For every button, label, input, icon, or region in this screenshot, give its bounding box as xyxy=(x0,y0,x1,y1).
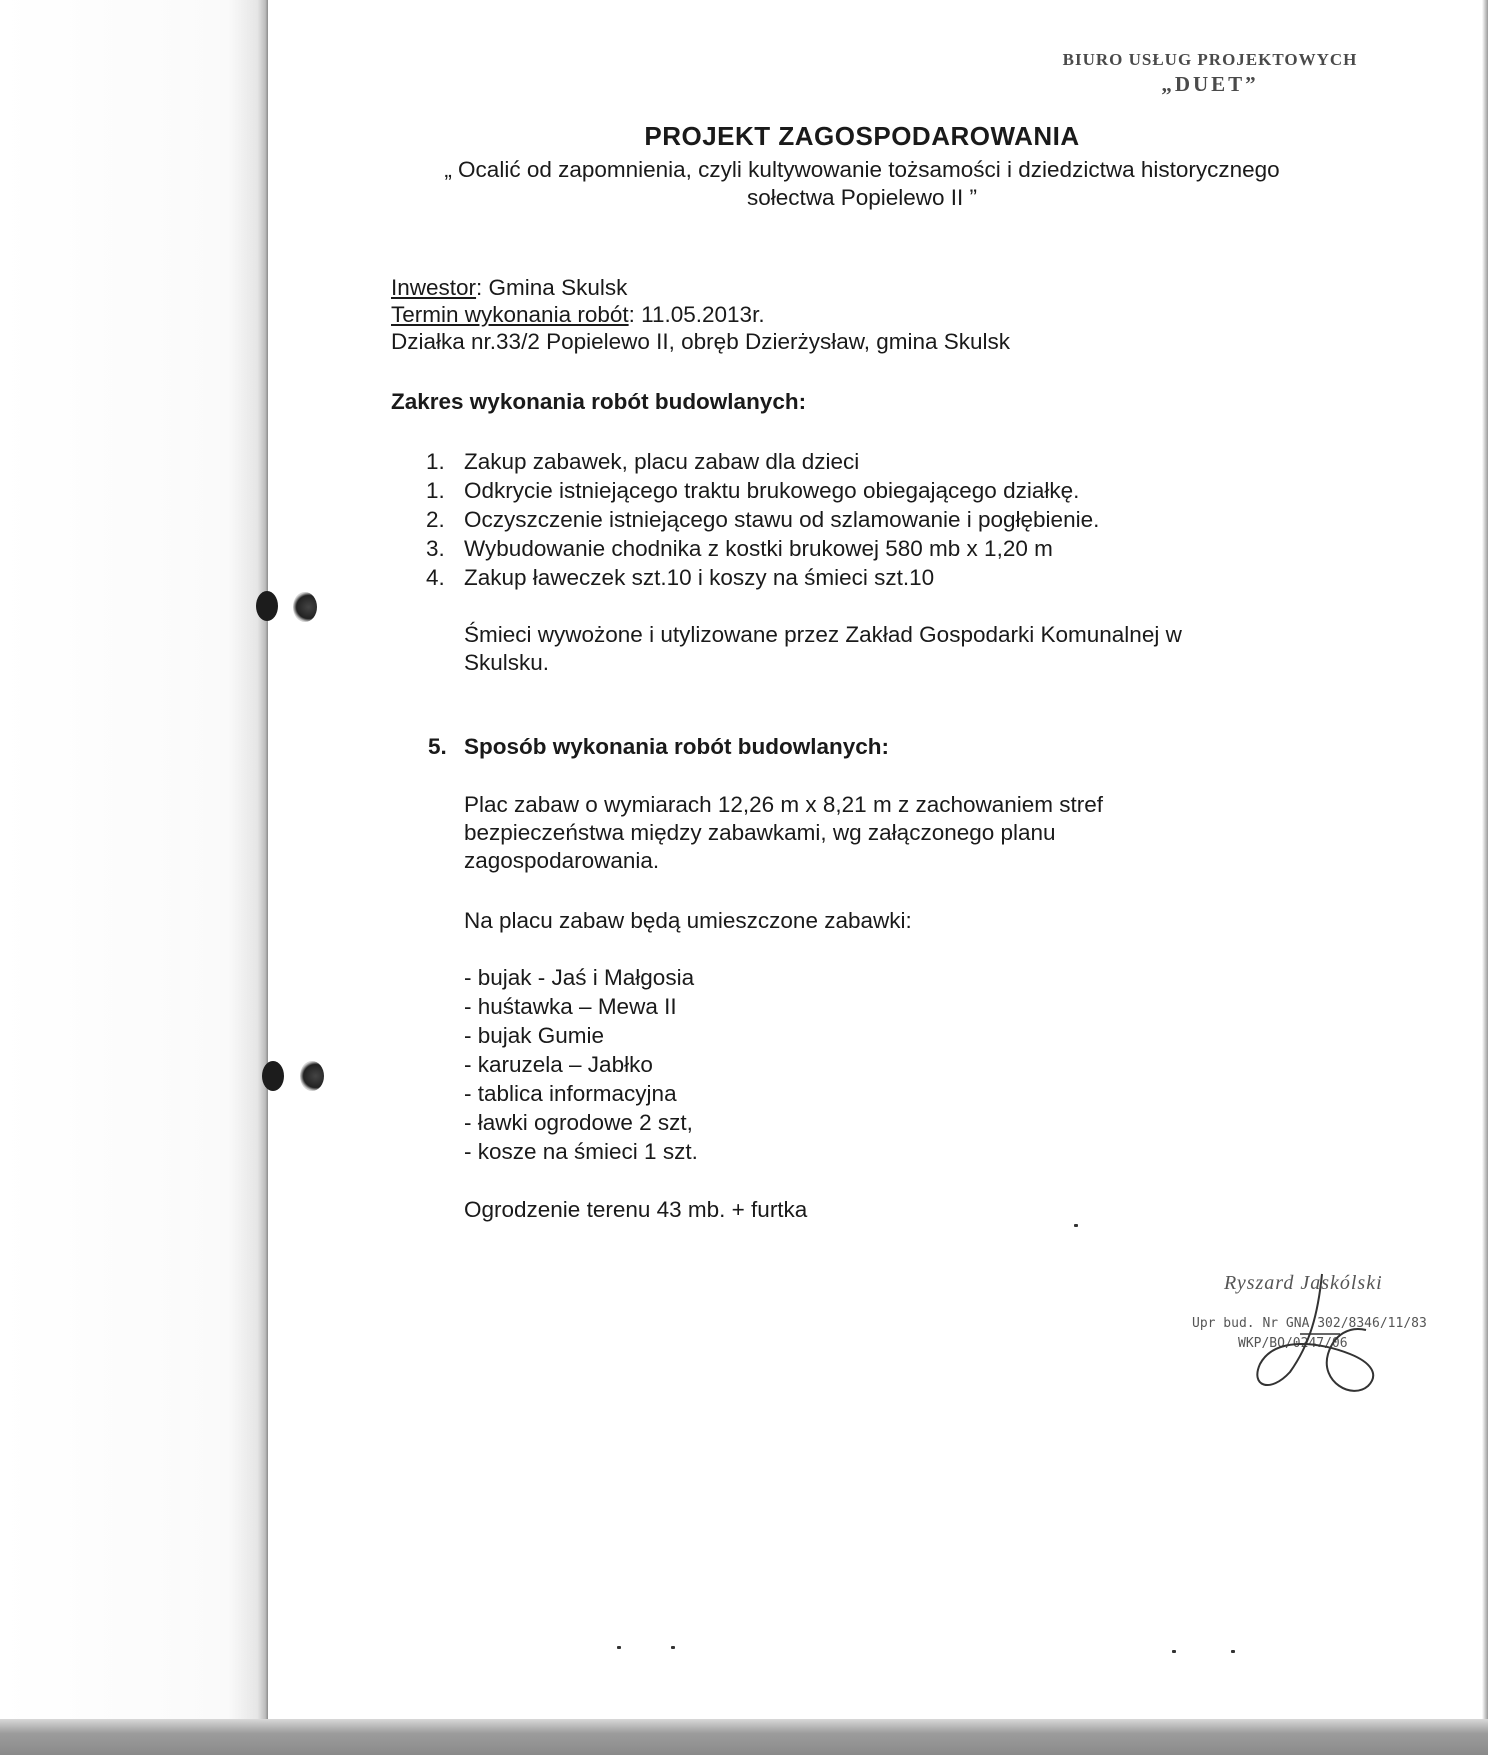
subtitle-line-2: sołectwa Popielewo II ” xyxy=(746,185,978,210)
stamp-line-2: „DUET” xyxy=(1161,72,1259,96)
stamp-line-1: BIURO USŁUG PROJEKTOWYCH xyxy=(1062,50,1358,69)
method-heading xyxy=(428,734,889,760)
list-item: - ławki ogrodowe 2 szt, xyxy=(464,1110,693,1135)
signature-name: Ryszard Jaskólski xyxy=(1224,1272,1383,1294)
fence-note: Ogrodzenie terenu 43 mb. + furtka xyxy=(464,1197,808,1222)
waste-note-line-1: Śmieci wywożone i utylizowane przez Zakład Gospodarki Komunalnej w xyxy=(464,622,1182,647)
method-number: 5. xyxy=(428,734,447,759)
list-item xyxy=(426,447,1099,476)
scan-speck xyxy=(1074,1224,1078,1227)
list-item xyxy=(426,476,1099,505)
list-item-text: Odkrycie istniejącego traktu brukowego obiegającego działkę. xyxy=(464,478,1080,503)
scan-speck xyxy=(617,1646,621,1649)
list-item-number: 1. xyxy=(426,478,445,503)
list-item: - karuzela – Jabłko xyxy=(464,1052,653,1077)
investor-label: Inwestor xyxy=(391,275,477,300)
waste-note-line-2: Skulsku. xyxy=(464,650,550,675)
list-item: - tablica informacyjna xyxy=(464,1081,677,1106)
punch-hole-bottom-left xyxy=(262,1061,284,1091)
playground-line-1: Plac zabaw o wymiarach 12,26 m x 8,21 m z zachowaniem stref xyxy=(464,792,1104,817)
punch-hole-top-right xyxy=(293,592,317,622)
document-meta xyxy=(391,274,1010,355)
playground-description xyxy=(464,791,1284,875)
list-item: - bujak Gumie xyxy=(464,1023,605,1048)
list-item-text: Zakup ławeczek szt.10 i koszy na śmieci szt.10 xyxy=(464,565,935,590)
investor-line xyxy=(391,274,1010,301)
playground-line-2: bezpieczeństwa między zabawkami, wg załączonego planu xyxy=(464,820,1056,845)
list-item-number: 2. xyxy=(426,507,445,532)
handwritten-signature xyxy=(1230,1254,1400,1394)
list-item-text: Wybudowanie chodnika z kostki brukowej 580 mb x 1,20 m xyxy=(464,536,1053,561)
list-item: - kosze na śmieci 1 szt. xyxy=(464,1139,698,1164)
list-item-number: 4. xyxy=(426,565,445,590)
plot-line: Działka nr.33/2 Popielewo II, obręb Dzierżysław, gmina Skulsk xyxy=(391,329,1011,354)
deadline-label: Termin wykonania robót xyxy=(391,302,629,327)
punch-hole-top-left xyxy=(256,591,278,621)
playground-line-3: zagospodarowania. xyxy=(464,848,660,873)
scope-list xyxy=(426,447,1099,592)
signature-permit: Upr bud. Nr GNA 302/8346/11/83 xyxy=(1192,1316,1427,1331)
toys-list xyxy=(464,963,698,1166)
list-item: - huśtawka – Mewa II xyxy=(464,994,677,1019)
scope-heading: Zakres wykonania robót budowlanych: xyxy=(391,389,807,414)
list-item: - bujak - Jaś i Małgosia xyxy=(464,965,695,990)
scan-speck xyxy=(671,1646,675,1649)
investor-value: : Gmina Skulsk xyxy=(476,275,628,300)
toys-intro: Na placu zabaw będą umieszczone zabawki: xyxy=(464,908,912,933)
method-heading-text: Sposób wykonania robót budowlanych: xyxy=(464,734,890,759)
deadline-line xyxy=(391,301,1010,328)
signature-stamp xyxy=(1190,1260,1450,1390)
page-edge xyxy=(1482,0,1488,1755)
punch-hole-bottom-right xyxy=(300,1061,324,1091)
list-item-number: 3. xyxy=(426,536,445,561)
list-item-number: 1. xyxy=(426,449,445,474)
document-title: PROJEKT ZAGOSPODAROWANIA xyxy=(644,121,1080,151)
binding-shadow xyxy=(0,0,268,1755)
waste-note xyxy=(464,621,1284,677)
scan-speck xyxy=(1231,1650,1235,1653)
scan-speck xyxy=(1172,1650,1176,1653)
signature-registry: WKP/BO/0247/06 xyxy=(1238,1336,1348,1351)
list-item xyxy=(426,563,1099,592)
company-stamp xyxy=(1010,50,1410,97)
subtitle-line-1: „ Ocalić od zapomnienia, czyli kultywowanie tożsamości i dziedzictwa historycznego xyxy=(444,157,1280,182)
list-item xyxy=(426,505,1099,534)
scan-bottom-band xyxy=(0,1719,1488,1755)
list-item-text: Zakup zabawek, placu zabaw dla dzieci xyxy=(464,449,860,474)
deadline-value: : 11.05.2013r. xyxy=(628,302,765,327)
document-subtitle xyxy=(372,156,1352,212)
list-item-text: Oczyszczenie istniejącego stawu od szlamowanie i pogłębienie. xyxy=(464,507,1100,532)
list-item xyxy=(426,534,1099,563)
